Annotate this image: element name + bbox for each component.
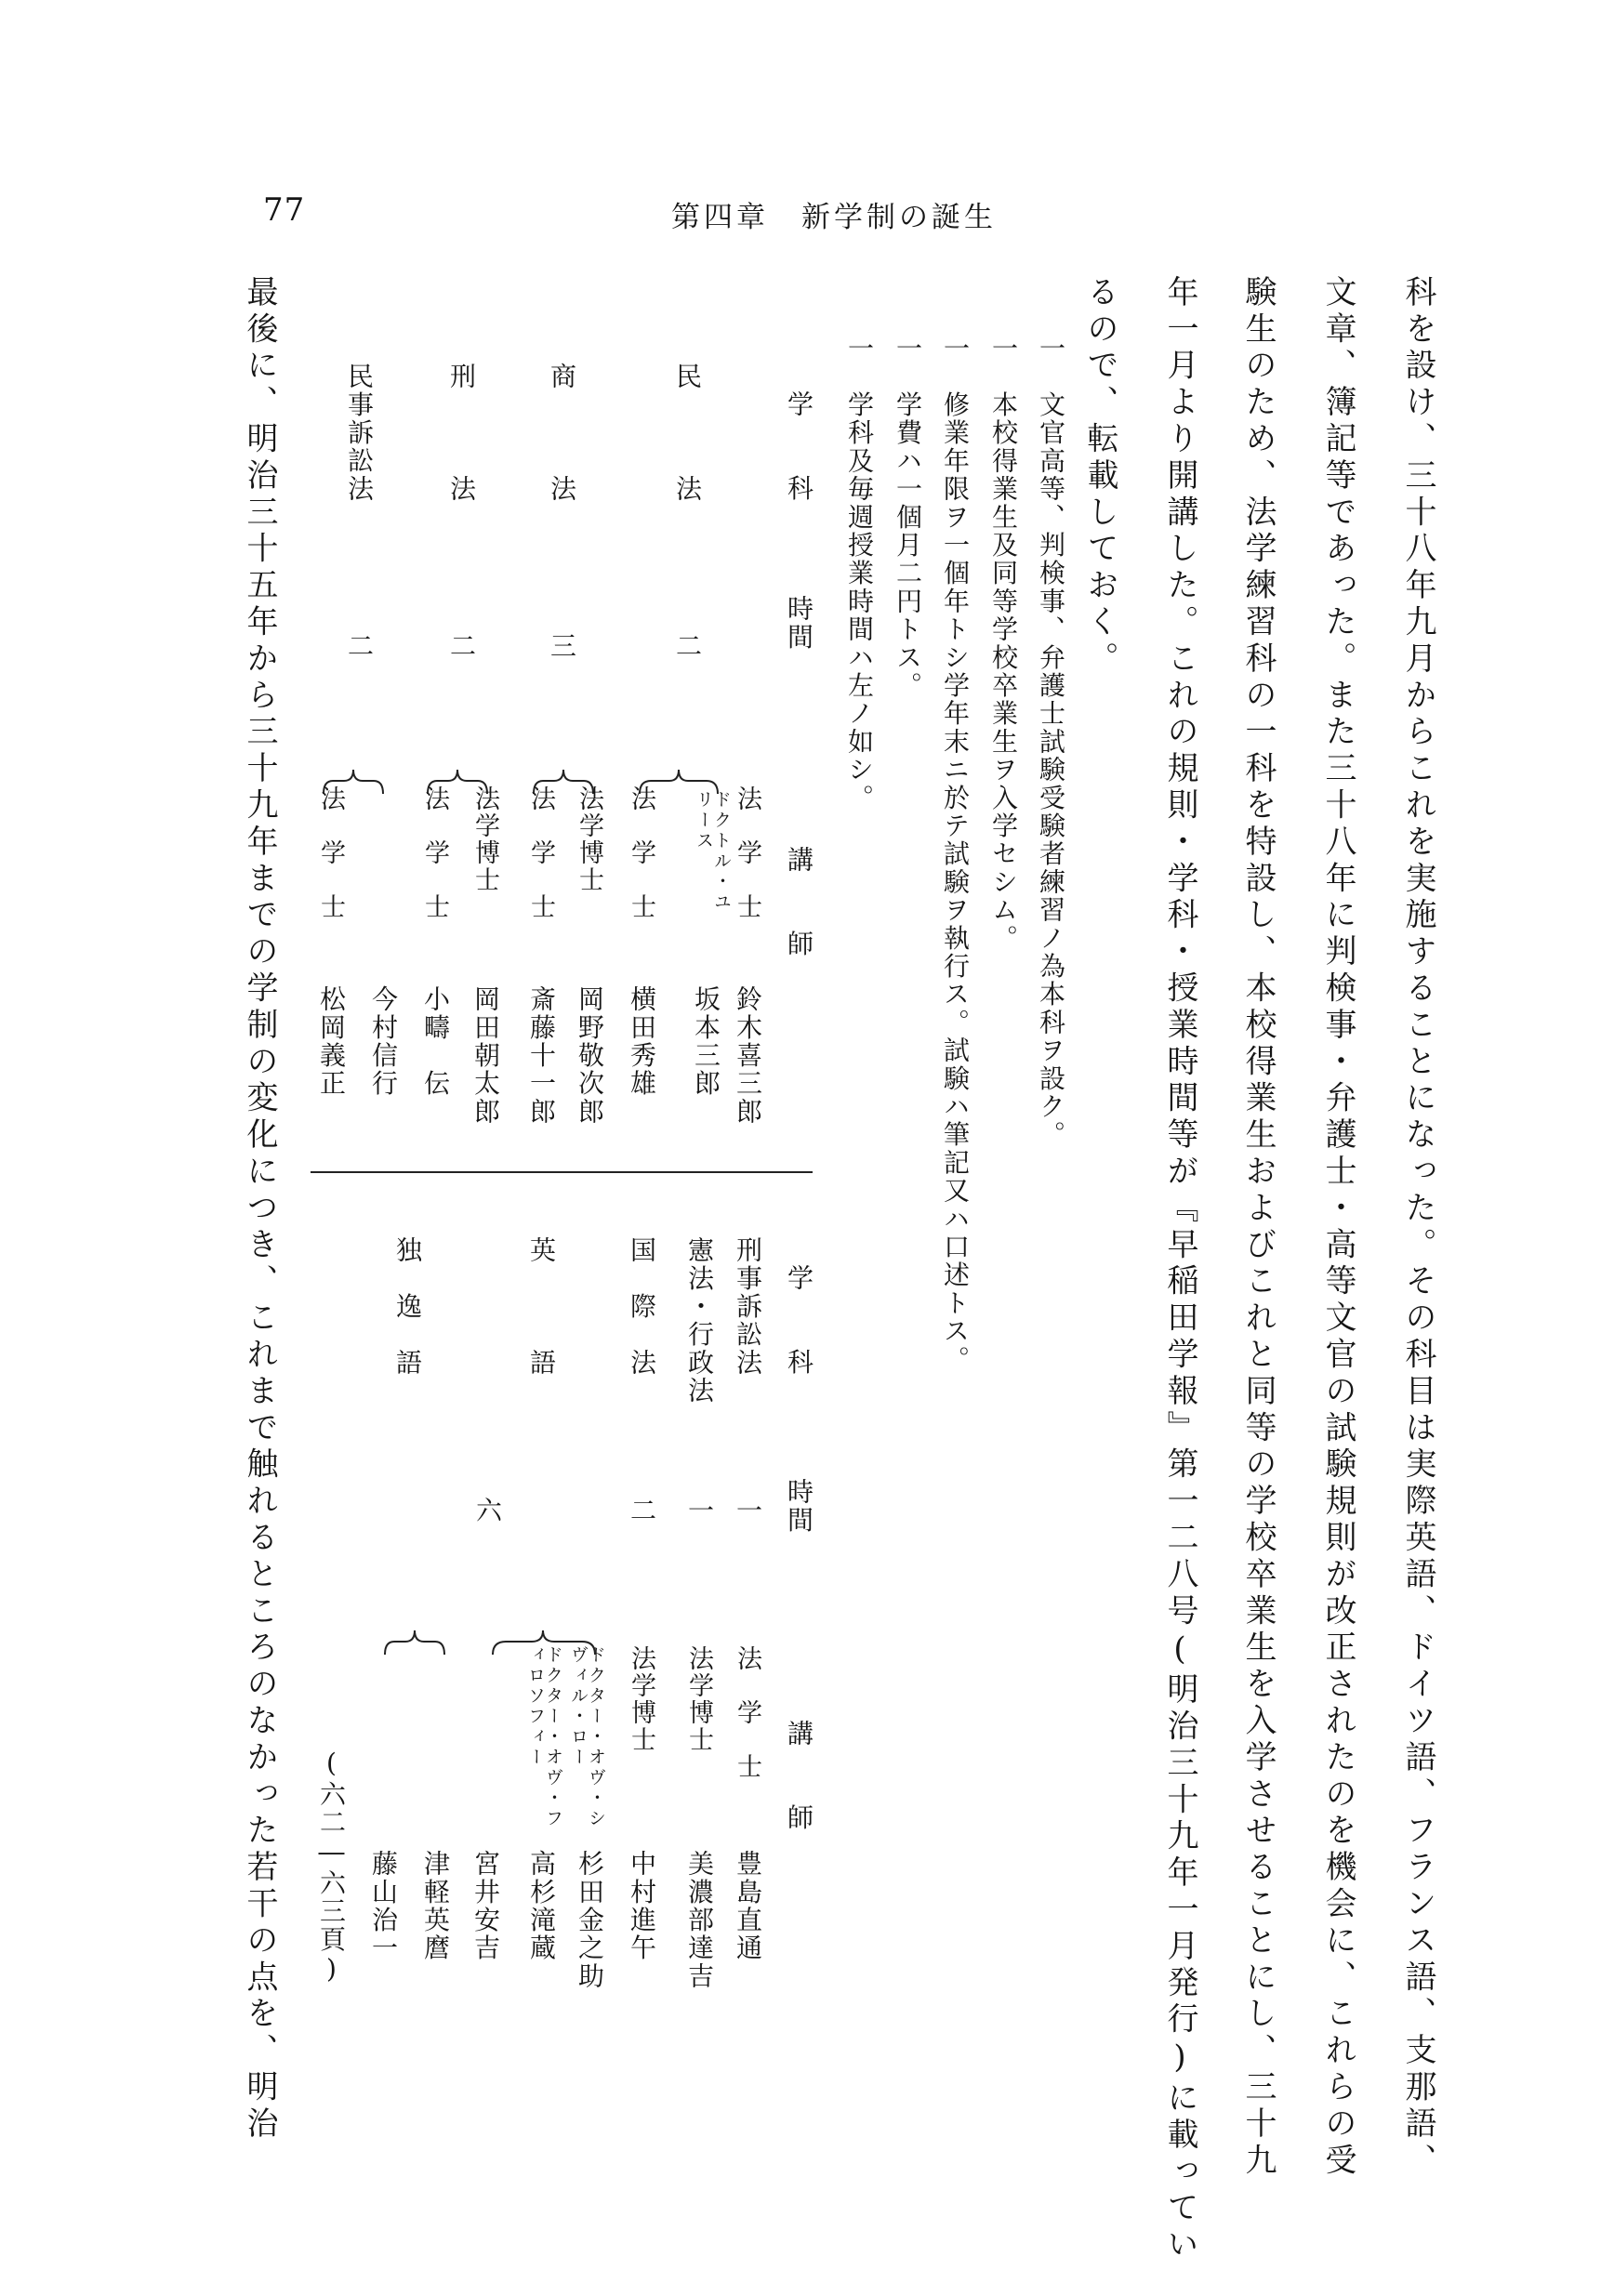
- name-kokusai-1: 中村進午: [627, 1850, 657, 1962]
- subject-minpo: 民 法: [672, 363, 703, 503]
- rule-1: 一 文官高等、判検事、弁護士試験受験者練習ノ為本科ヲ設ク。: [1036, 335, 1066, 1149]
- subject-kokusai: 国 際 法: [627, 1236, 657, 1377]
- title-shoho-2: 法 学 士: [526, 785, 555, 920]
- name-minpo-2: 坂本三郎: [691, 985, 721, 1098]
- name-keiji-1: 豊島直通: [733, 1850, 763, 1962]
- subject-doitsu: 独 逸 語: [392, 1236, 423, 1377]
- title-keiho-1: 法学博士: [470, 785, 499, 893]
- brace-doitsu: [377, 1623, 452, 1660]
- right-header-subject: 学 科: [784, 1264, 814, 1377]
- title-minpo-1: 法 学 士: [733, 785, 761, 920]
- name-doitsu-1: 津軽英麿: [420, 1850, 451, 1962]
- paragraph-line-4: 年一月より開講した。これの規則・学科・授業時間等が『早稲田学報』第一二八号(明治三十九年一月発行)に載ってい: [1161, 275, 1198, 2264]
- left-header-hours: 時間: [784, 595, 814, 652]
- subject-keiho: 刑 法: [446, 363, 477, 503]
- name-shoho-1: 岡野敬次郎: [575, 985, 605, 1126]
- hours-kokusai: 二: [627, 1497, 657, 1525]
- page-citation: (六二―六三頁): [316, 1748, 347, 1986]
- hours-minji: 二: [344, 632, 375, 661]
- title-kokusai-1: 法学博士: [627, 1645, 655, 1753]
- subject-minji: 民事訴訟法: [344, 363, 375, 503]
- paragraph-line-1: 科を設け、三十八年九月からこれを実施することになった。その科目は実際英語、ドイツ語、フランス語、支那語、: [1399, 275, 1436, 2180]
- rule-2: 一 本校得業生及同等学校卒業生ヲ入学セシム。: [988, 335, 1019, 953]
- right-header-hours: 時間: [784, 1478, 814, 1535]
- name-minpo-3: 横田秀雄: [627, 985, 657, 1098]
- name-eigo-1: 杉田金之助: [575, 1850, 605, 1990]
- final-paragraph-line: 最後に、明治三十五年から三十九年までの学制の変化につき、これまで触れるところのなかった若干の点を、明治: [241, 275, 278, 2144]
- hours-keiho: 二: [446, 632, 477, 661]
- title-kenpo-1: 法学博士: [684, 1645, 713, 1753]
- title-small-minpo-2: ドクトル・ユリース: [694, 790, 732, 913]
- paragraph-line-5: るので、転載しておく。: [1081, 275, 1118, 679]
- name-minpo-1: 鈴木喜三郎: [733, 985, 763, 1126]
- name-eigo-2: 高杉滝蔵: [526, 1850, 557, 1962]
- hours-kenpo: 一: [684, 1497, 715, 1525]
- title-shoho-1: 法学博士: [575, 785, 603, 893]
- right-header-lecturer: 講 師: [784, 1720, 814, 1832]
- left-header-subject: 学 科: [784, 390, 814, 503]
- name-eigo-3: 宮井安吉: [470, 1850, 501, 1962]
- hours-eigo: 六: [472, 1497, 503, 1525]
- chapter-title: 第四章 新学制の誕生: [671, 201, 997, 234]
- rule-3: 一 修業年限ヲ一個年トシ学年末ニ於テ試験ヲ執行ス。試験ハ筆記又ハ口述トス。: [940, 335, 971, 1374]
- name-kenpo-1: 美濃部達吉: [684, 1850, 715, 1990]
- left-header-lecturer: 講 師: [784, 846, 814, 958]
- table-separator-line: [311, 1171, 813, 1173]
- title-keiho-2: 法 学 士: [420, 785, 449, 920]
- subject-shoho: 商 法: [547, 363, 577, 503]
- paragraph-line-2: 文章、簿記等であった。また三十八年に判検事・弁護士・高等文官の試験規則が改正されたのを機会に、これらの受: [1319, 275, 1356, 2180]
- name-doitsu-2: 藤山治一: [368, 1850, 399, 1962]
- subject-keiji: 刑事訴訟法: [733, 1236, 763, 1377]
- title-minpo-3: 法 学 士: [627, 785, 655, 920]
- paragraph-line-3: 験生のため、法学練習科の一科を特設し、本校得業生およびこれと同等の学校卒業生を入学させることにし、三十九: [1239, 275, 1277, 2180]
- rule-5: 一 学科及毎週授業時間ハ左ノ如シ。: [844, 335, 875, 812]
- title-small-eigo-1: ドクター・オヴ・シヴィル・ロー: [568, 1645, 606, 1829]
- name-keiho-2: 小疇 伝: [420, 985, 451, 1098]
- name-shoho-2: 斎藤十一郎: [526, 985, 557, 1126]
- name-keiho-1: 岡田朝太郎: [470, 985, 501, 1126]
- rule-4: 一 学費ハ一個月二円トス。: [893, 335, 923, 700]
- name-minji-2: 松岡義正: [316, 985, 347, 1098]
- hours-minpo: 二: [672, 632, 703, 661]
- name-minji-1: 今村信行: [368, 985, 399, 1098]
- title-small-eigo-2: ドクター・オヴ・フィロソフィー: [525, 1645, 563, 1829]
- title-minji-2: 法 学 士: [316, 785, 345, 920]
- subject-eigo: 英 語: [526, 1236, 557, 1377]
- subject-kenpo: 憲法・行政法: [684, 1236, 715, 1405]
- hours-keiji: 一: [733, 1497, 763, 1525]
- title-keiji-1: 法 学 士: [733, 1645, 761, 1780]
- hours-shoho: 三: [547, 632, 577, 661]
- page-number: 77: [263, 191, 306, 229]
